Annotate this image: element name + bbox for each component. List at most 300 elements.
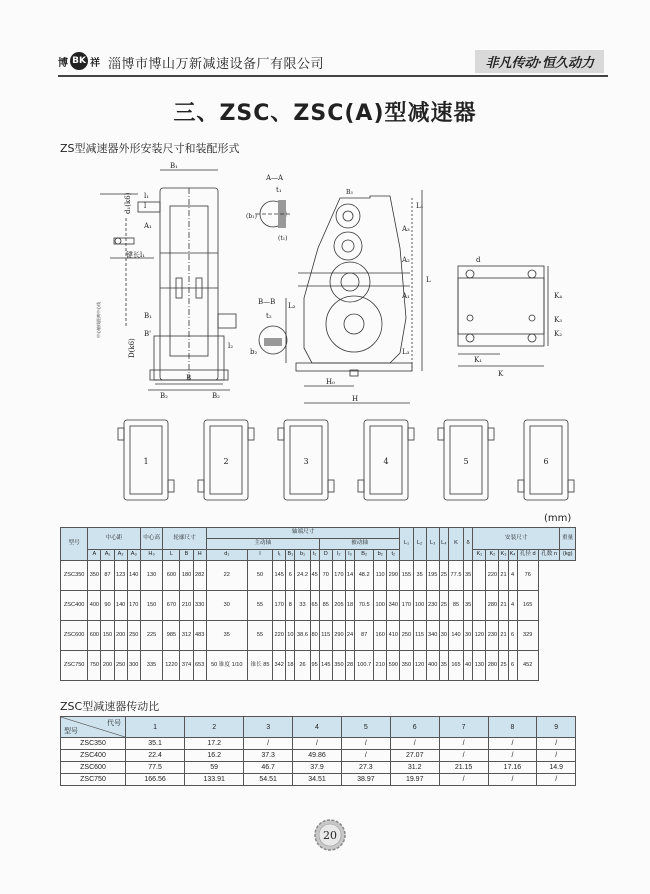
spec-cell: 750 — [88, 651, 101, 681]
spec-cell: 21 — [499, 561, 508, 591]
spec-cell: 77.5 — [448, 561, 463, 591]
spec-cell: 24.2 — [295, 561, 310, 591]
spec-cell: 33 — [295, 591, 310, 621]
spec-cell: 110 — [374, 561, 387, 591]
spec-cell: 锥长 85 — [247, 651, 272, 681]
spec-cell: 95 — [310, 651, 319, 681]
ratio-cell: 35.1 — [126, 738, 185, 750]
spec-cell: 180 — [180, 561, 193, 591]
ratio-cell: 77.5 — [126, 762, 185, 774]
spec-cell: 150 — [101, 621, 114, 651]
assembly-forms — [118, 420, 574, 500]
ratio-cell: 17.2 — [185, 738, 244, 750]
ratio-code-header: 5 — [341, 717, 390, 738]
form-shaft — [168, 480, 174, 492]
spec-cell: 210 — [180, 591, 193, 621]
ratio-cell: 59 — [185, 762, 244, 774]
hdr-l: l — [247, 550, 272, 561]
label-keylen: 键长l₁ — [126, 251, 146, 259]
spec-cell: 87 — [101, 561, 114, 591]
spec-cell: 48.2 — [355, 561, 374, 591]
spec-cell: 18 — [286, 651, 295, 681]
hdr-L3: L₃ — [426, 528, 439, 561]
spec-cell: 130 — [473, 651, 486, 681]
spec-cell: 21 — [499, 591, 508, 621]
spec-cell: 35 — [464, 591, 473, 621]
ratio-cell: 37.3 — [244, 750, 293, 762]
spec-cell: 50 — [247, 561, 272, 591]
spec-cell: 123 — [114, 561, 127, 591]
spec-cell: 140 — [448, 621, 463, 651]
spec-cell: 282 — [193, 561, 206, 591]
spec-cell: 70.5 — [355, 591, 374, 621]
label-A1: A₁ — [144, 222, 152, 230]
label-H0: H₀ — [326, 378, 335, 386]
ratio-cell: 46.7 — [244, 762, 293, 774]
spec-cell: 25 — [439, 561, 448, 591]
spec-cell: 985 — [163, 621, 180, 651]
label-l: l — [144, 202, 147, 210]
spec-cell: 115 — [413, 621, 426, 651]
form-shaft — [118, 428, 124, 440]
slogan: 非凡传动·恒久动力 — [475, 50, 604, 73]
spec-cell: 130 — [140, 561, 163, 591]
spec-cell: 250 — [114, 651, 127, 681]
spec-cell: 155 — [400, 561, 413, 591]
section-b-b — [259, 326, 287, 354]
hdr-H: H — [193, 550, 206, 561]
spec-model-cell: ZSC600 — [61, 621, 88, 651]
assembly-form-2 — [198, 420, 254, 500]
form-shaft — [248, 428, 254, 440]
ratio-cell: / — [439, 774, 488, 786]
spec-cell: 14 — [345, 561, 354, 591]
ratio-title: ZSC型减速器传动比 — [60, 700, 160, 713]
hdr-K4: K₄ — [508, 550, 517, 561]
spec-model-cell: ZSC350 — [61, 561, 88, 591]
hdr-A1: A₁ — [101, 550, 114, 561]
spec-cell: 35 — [464, 561, 473, 591]
ratio-code-header: 6 — [390, 717, 439, 738]
hdr-weight-unit: (kg) — [560, 550, 576, 561]
spec-cell: 165 — [517, 591, 538, 621]
spec-cell: 145 — [273, 561, 286, 591]
ratio-cell: 166.56 — [126, 774, 185, 786]
label-foot-d: d — [476, 256, 481, 264]
form-shaft — [438, 428, 444, 440]
spec-cell: 342 — [273, 651, 286, 681]
hdr-D: D — [319, 550, 332, 561]
form-number: 5 — [463, 457, 469, 466]
spec-cell: 50 锥度 1/10 — [206, 651, 247, 681]
hdr-K: K — [448, 528, 463, 561]
ratio-code-header: 3 — [244, 717, 293, 738]
spec-cell: 145 — [319, 651, 332, 681]
ratio-cell: 49.86 — [293, 750, 342, 762]
spec-cell: 30 — [464, 621, 473, 651]
ratio-row — [61, 750, 576, 762]
unit-label: (mm) — [544, 513, 572, 524]
hdr-outline: 轮廓尺寸 — [163, 528, 206, 550]
label-K4: K₄ — [554, 292, 563, 300]
spec-cell: 6 — [286, 561, 295, 591]
spec-cell: 290 — [332, 621, 345, 651]
spec-cell: 28 — [345, 651, 354, 681]
hdr-H0: H₀ — [140, 550, 163, 561]
spec-cell: 140 — [114, 591, 127, 621]
ratio-cell: / — [341, 738, 390, 750]
spec-cell: 170 — [332, 561, 345, 591]
label-L3: L₃ — [402, 348, 410, 356]
spec-cell: 350 — [400, 651, 413, 681]
page-title: 三、ZSC、ZSC(A)型减速器 — [173, 101, 477, 126]
ratio-row — [61, 738, 576, 750]
spec-cell — [473, 561, 486, 591]
spec-cell: 250 — [127, 621, 140, 651]
logo-mark: BK — [70, 52, 88, 70]
hdr-L1: L₁ — [400, 528, 413, 561]
spec-cell: 85 — [448, 591, 463, 621]
page-number: 20 — [323, 829, 337, 842]
spec-table — [60, 527, 576, 681]
label-B: B — [186, 374, 192, 382]
ratio-code-header: 7 — [439, 717, 488, 738]
assembly-form-4 — [358, 420, 414, 500]
label-section-a: A—A — [266, 174, 284, 182]
hdr-l3: l₃ — [345, 550, 354, 561]
label-l1: l₁ — [144, 192, 150, 200]
ratio-cell: / — [244, 738, 293, 750]
spec-cell: 170 — [127, 591, 140, 621]
spec-cell: 4 — [508, 591, 517, 621]
ratio-code-header: 8 — [488, 717, 537, 738]
hdr-K2: K₂ — [486, 550, 499, 561]
label-A3: A₃ — [402, 225, 410, 233]
spec-cell: 410 — [387, 621, 400, 651]
spec-row — [61, 651, 576, 681]
ratio-code-header: 9 — [537, 717, 576, 738]
label-side-note: 中心轴线距离中心线 — [96, 302, 101, 338]
hdr-B2: B₂ — [355, 550, 374, 561]
ratio-cell: 54.51 — [244, 774, 293, 786]
spec-cell: 329 — [517, 621, 538, 651]
ratio-model-cell: ZSC350 — [61, 738, 126, 750]
spec-cell: 374 — [180, 651, 193, 681]
ratio-cell: / — [537, 774, 576, 786]
spec-cell: 45 — [310, 561, 319, 591]
spec-cell: 452 — [517, 651, 538, 681]
ratio-code-header: 4 — [293, 717, 342, 738]
spec-cell: 100 — [374, 591, 387, 621]
page-header — [58, 50, 608, 78]
hdr-hole-dia: 孔径 d — [517, 550, 538, 561]
hdr-delta: δ — [464, 528, 473, 561]
ratio-cell: 19.97 — [390, 774, 439, 786]
spec-cell: 80 — [310, 621, 319, 651]
hdr-L4: L₄ — [439, 528, 448, 561]
hdr-A: A — [88, 550, 101, 561]
page-number-badge — [313, 818, 347, 852]
spec-cell: 150 — [140, 591, 163, 621]
spec-cell: 600 — [88, 621, 101, 651]
hdr-B: B — [180, 550, 193, 561]
spec-model-cell: ZSC750 — [61, 651, 88, 681]
spec-cell: 8 — [286, 591, 295, 621]
ratio-cell: / — [537, 750, 576, 762]
label-B3: B₃ — [346, 189, 353, 196]
spec-cell: 30 — [206, 591, 247, 621]
spec-cell: 400 — [426, 651, 439, 681]
spec-cell: 483 — [193, 621, 206, 651]
corner-code: 代号 — [107, 720, 121, 727]
spec-cell: 38.6 — [295, 621, 310, 651]
spec-cell: 600 — [163, 561, 180, 591]
spec-cell: 653 — [193, 651, 206, 681]
spec-cell: 4 — [508, 561, 517, 591]
label-B2-right: B₂ — [212, 392, 220, 400]
ratio-table-body — [61, 738, 576, 786]
logo-text-left: 博 — [58, 57, 68, 69]
assembly-form-6 — [518, 420, 574, 500]
spec-cell: 35 — [439, 651, 448, 681]
hdr-b1: b₁ — [295, 550, 310, 561]
spec-cell: 340 — [426, 621, 439, 651]
spec-cell: 670 — [163, 591, 180, 621]
label-K3: K₃ — [554, 316, 563, 324]
label-L1: L₁ — [416, 202, 424, 210]
spec-cell: 400 — [88, 591, 101, 621]
ratio-row — [61, 774, 576, 786]
ratio-cell: 17.16 — [488, 762, 537, 774]
form-shaft — [198, 480, 204, 492]
spec-cell: 30 — [439, 621, 448, 651]
spec-cell: 280 — [486, 651, 499, 681]
spec-cell: 280 — [486, 591, 499, 621]
label-l2: l₂ — [228, 342, 234, 350]
spec-table-body — [61, 561, 576, 681]
spec-cell: 100.7 — [355, 651, 374, 681]
spec-row — [61, 591, 576, 621]
form-shaft — [358, 480, 364, 492]
ratio-cell: 31.2 — [390, 762, 439, 774]
label-H: H — [352, 395, 359, 403]
drawing-subtitle: ZS型减速器外形安装尺寸和装配形式 — [60, 142, 240, 155]
ratio-model-cell: ZSC750 — [61, 774, 126, 786]
label-b1: B₁ — [144, 312, 152, 320]
form-number: 3 — [303, 457, 309, 466]
spec-cell: 25 — [439, 591, 448, 621]
ratio-cell: 34.51 — [293, 774, 342, 786]
spec-cell: 170 — [400, 591, 413, 621]
hdr-l2: l₂ — [332, 550, 345, 561]
ratio-cell: 21.15 — [439, 762, 488, 774]
spec-row — [61, 621, 576, 651]
spec-cell: 225 — [140, 621, 163, 651]
section-a-a — [256, 200, 292, 228]
spec-cell: 210 — [374, 651, 387, 681]
spec-cell: 335 — [140, 651, 163, 681]
spec-cell: 590 — [387, 651, 400, 681]
ratio-cell: 22.4 — [126, 750, 185, 762]
spec-cell: 22 — [206, 561, 247, 591]
form-number: 6 — [543, 457, 549, 466]
spec-cell: 170 — [273, 591, 286, 621]
spec-cell: 85 — [319, 591, 332, 621]
hdr-model: 型号 — [61, 528, 88, 561]
spec-cell: 340 — [387, 591, 400, 621]
spec-cell: 65 — [310, 591, 319, 621]
spec-cell: 55 — [247, 621, 272, 651]
hdr-K3: K₃ — [499, 550, 508, 561]
spec-cell: 220 — [273, 621, 286, 651]
ratio-cell: / — [439, 750, 488, 762]
ratio-cell: 37.9 — [293, 762, 342, 774]
spec-cell: 76 — [517, 561, 538, 591]
spec-cell: 290 — [387, 561, 400, 591]
spec-cell: 35 — [413, 561, 426, 591]
ratio-cell: 14.9 — [537, 762, 576, 774]
spec-cell: 115 — [319, 621, 332, 651]
label-B1-top: B₁ — [170, 162, 178, 170]
spec-cell: 160 — [374, 621, 387, 651]
assembly-form-1 — [118, 420, 174, 500]
form-shaft — [328, 480, 334, 492]
form-shaft — [488, 428, 494, 440]
hdr-t1: t₁ — [310, 550, 319, 561]
spec-cell: 250 — [400, 621, 413, 651]
label-K2: K₂ — [554, 330, 563, 338]
spec-cell: 25 — [499, 651, 508, 681]
spec-cell: 230 — [426, 591, 439, 621]
label-section-a-t1b: (t₁) — [278, 235, 288, 242]
spec-cell: 350 — [88, 561, 101, 591]
spec-cell: 200 — [114, 621, 127, 651]
label-bi: B' — [144, 330, 152, 338]
hdr-B1: B₁ — [286, 550, 295, 561]
form-shaft — [518, 480, 524, 492]
ratio-cell: / — [390, 738, 439, 750]
hdr-l1: l₁ — [273, 550, 286, 561]
form-shaft — [278, 428, 284, 440]
form-number: 4 — [383, 457, 389, 466]
label-A2: A₂ — [402, 256, 410, 264]
spec-cell: 18 — [345, 591, 354, 621]
spec-cell: 230 — [486, 621, 499, 651]
hdr-driven-shaft: 被动轴 — [319, 539, 400, 550]
label-K: K — [498, 370, 504, 378]
label-section-a-t1: t₁ — [276, 186, 282, 194]
form-shaft — [568, 480, 574, 492]
spec-cell: 312 — [180, 621, 193, 651]
label-L2: L₂ — [288, 302, 296, 310]
spec-model-cell: ZSC400 — [61, 591, 88, 621]
front-view-labels — [95, 162, 233, 400]
hdr-main-shaft: 主动轴 — [206, 539, 319, 550]
header-rule — [58, 75, 608, 77]
spec-cell: 350 — [332, 651, 345, 681]
spec-cell: 55 — [247, 591, 272, 621]
label-K1: K₁ — [474, 356, 483, 364]
spec-cell: 200 — [101, 651, 114, 681]
reducer-drawing — [60, 158, 580, 508]
ratio-cell: / — [341, 750, 390, 762]
hdr-center-distance: 中心距 — [88, 528, 141, 550]
label-section-a-b1: (b₁) — [246, 213, 257, 220]
spec-cell: 140 — [127, 561, 140, 591]
spec-cell: 100 — [413, 591, 426, 621]
spec-cell: 205 — [332, 591, 345, 621]
hdr-hole-count: 孔数 n — [538, 550, 559, 561]
company-name: 淄博市博山万新减速设备厂有限公司 — [108, 57, 325, 72]
spec-cell: 24 — [345, 621, 354, 651]
hdr-K1: K₁ — [473, 550, 486, 561]
ratio-model-cell: ZSC600 — [61, 762, 126, 774]
spec-cell: 330 — [193, 591, 206, 621]
company-logo — [58, 52, 100, 70]
label-L: L — [426, 276, 431, 284]
ratio-code-header: 1 — [126, 717, 185, 738]
hdr-shaft: 轴端尺寸 — [206, 528, 400, 539]
label-B2-left: B₂ — [160, 392, 168, 400]
ratio-cell: / — [488, 774, 537, 786]
spec-cell: 35 — [206, 621, 247, 651]
spec-cell: 40 — [464, 651, 473, 681]
ratio-cell: 27.3 — [341, 762, 390, 774]
spec-cell: 87 — [355, 621, 374, 651]
hdr-t2: t₂ — [387, 550, 400, 561]
form-number: 1 — [143, 457, 149, 466]
hdr-L: L — [163, 550, 180, 561]
hdr-center-height: 中心高 — [140, 528, 163, 550]
hdr-weight: 重量 — [560, 528, 576, 550]
hdr-L2: L₂ — [413, 528, 426, 561]
spec-cell: 220 — [486, 561, 499, 591]
label-A1-side: A₁ — [402, 292, 410, 300]
assembly-form-3 — [278, 420, 334, 500]
label-D: D(k6) — [128, 338, 136, 358]
ratio-cell: / — [293, 738, 342, 750]
form-shaft — [408, 428, 414, 440]
logo-text-right: 祥 — [90, 57, 100, 69]
spec-row — [61, 561, 576, 591]
ratio-table — [60, 716, 576, 786]
spec-cell: 6 — [508, 621, 517, 651]
spec-cell: 6 — [508, 651, 517, 681]
ratio-model-cell: ZSC400 — [61, 750, 126, 762]
spec-cell — [473, 591, 486, 621]
spec-cell: 10 — [286, 621, 295, 651]
ratio-cell: / — [488, 750, 537, 762]
front-view — [100, 170, 236, 390]
ratio-cell: / — [488, 738, 537, 750]
assembly-form-5 — [438, 420, 494, 500]
hdr-A3: A₃ — [127, 550, 140, 561]
spec-cell: 300 — [127, 651, 140, 681]
spec-cell: 120 — [473, 621, 486, 651]
ratio-cell: 133.91 — [185, 774, 244, 786]
spec-cell: 21 — [499, 621, 508, 651]
foot-view — [458, 266, 548, 366]
ratio-code-header: 2 — [185, 717, 244, 738]
spec-cell: 1220 — [163, 651, 180, 681]
spec-cell: 26 — [295, 651, 310, 681]
ratio-cell: 38.97 — [341, 774, 390, 786]
hdr-install: 安装尺寸 — [473, 528, 560, 550]
ratio-cell: 27.07 — [390, 750, 439, 762]
spec-cell: 195 — [426, 561, 439, 591]
spec-cell: 90 — [101, 591, 114, 621]
form-number: 2 — [223, 457, 229, 466]
